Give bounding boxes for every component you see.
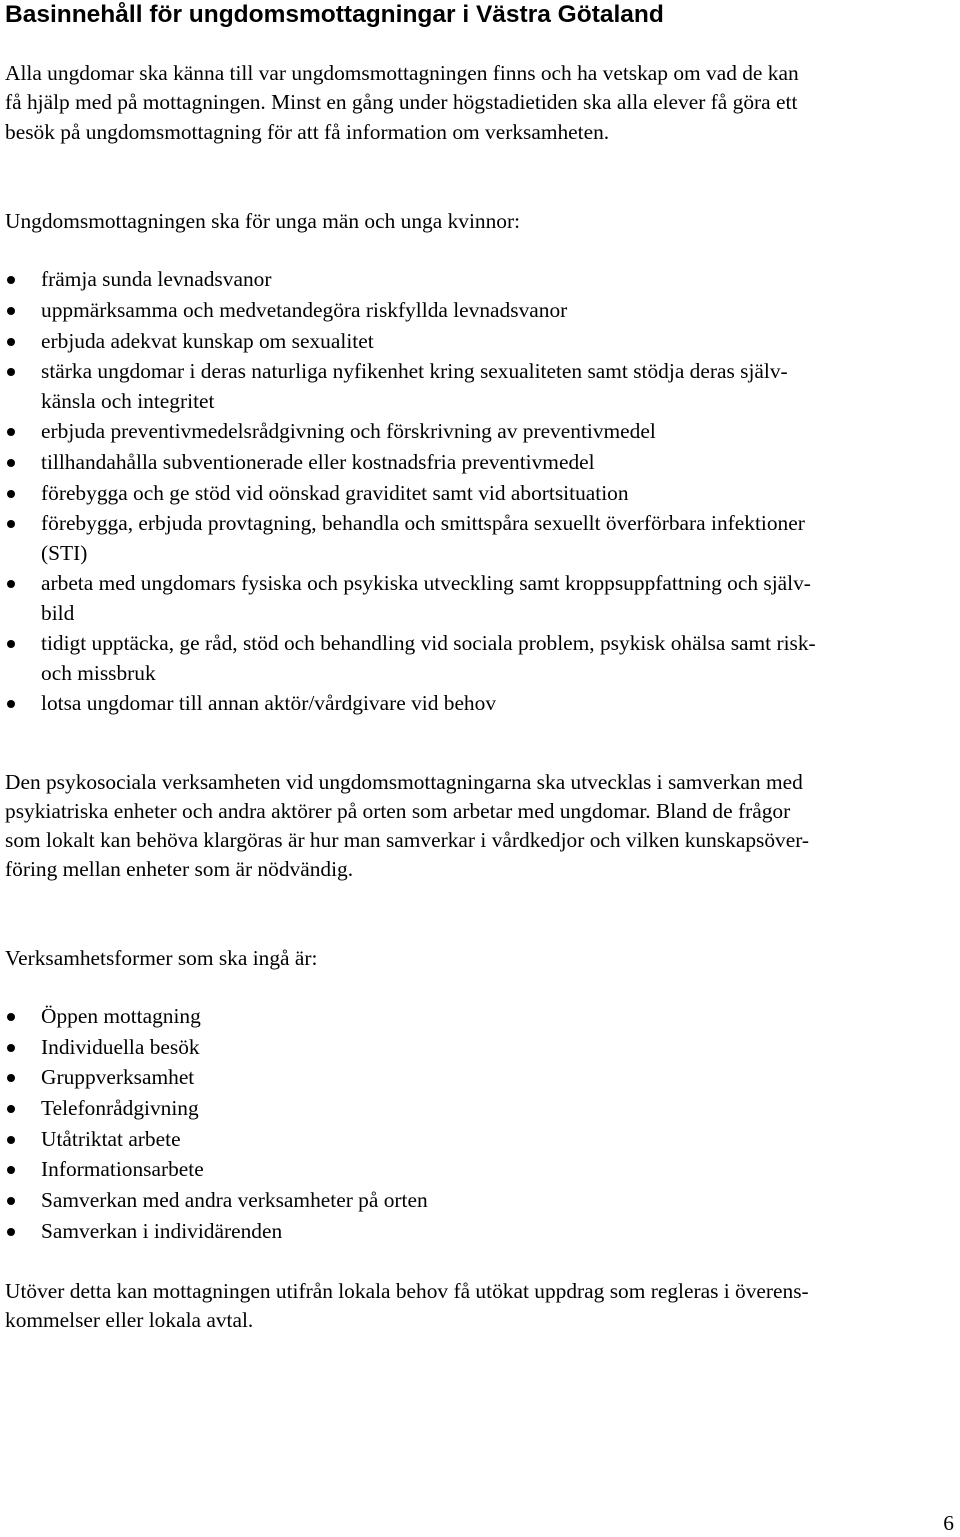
list-item: Öppen mottagning [5, 1002, 953, 1031]
list-item: Gruppverksamhet [5, 1063, 953, 1092]
intro-line: Alla ungdomar ska känna till var ungdomsmottagningen finns och ha vetskap om vad de kan [5, 61, 799, 85]
bullet-icon [7, 1044, 15, 1052]
list-item: Samverkan med andra verksamheter på orten [5, 1186, 953, 1215]
bullet-icon [7, 1013, 15, 1021]
bullet-icon [7, 1074, 15, 1082]
forms-lead: Verksamhetsformer som ska ingå är: [5, 945, 318, 970]
intro-line: besök på ungdomsmottagning för att få information om verksamheten. [5, 119, 610, 144]
bullet-icon [7, 700, 15, 708]
list-item: förebygga och ge stöd vid oönskad graviditet samt vid abortsituation [5, 479, 953, 508]
list-item: förebygga, erbjuda provtagning, behandla och smittspåra sexuellt överförbara infektioner (STI) [5, 509, 953, 568]
list-item: arbeta med ungdomars fysiska och psykiska utveckling samt kroppsuppfattning och själv- bild [5, 569, 953, 628]
list-item: stärka ungdomar i deras naturliga nyfikenhet kring sexualiteten samt stödja deras själv- känsla och integritet [5, 357, 953, 416]
bullet-icon [7, 640, 15, 648]
bullet-icon [7, 276, 15, 284]
list-item: Individuella besök [5, 1033, 953, 1062]
bullet-icon [7, 1105, 15, 1113]
list-item: tidigt upptäcka, ge råd, stöd och behandling vid sociala problem, psykisk ohälsa samt risk- och missbruk [5, 629, 953, 688]
list-item: Utåtriktat arbete [5, 1125, 953, 1154]
list-item: erbjuda preventivmedelsrådgivning och förskrivning av preventivmedel [5, 417, 953, 446]
bullet-icon [7, 580, 15, 588]
bullet-icon [7, 307, 15, 315]
list-item: Telefonrådgivning [5, 1094, 953, 1123]
psychosocial-paragraph: Den psykosociala verksamheten vid ungdomsmottagningarna ska utvecklas i samverkan med psykiatriska enheter och andra aktörer på orten som arbetar med ungdomar. Bland de frågor som lokalt kan behöva klargöras är hur man samverkar i vårdkedjor och vilken kunskapsöver- föring mellan enheter som är nödvändig. [5, 769, 810, 882]
list-item: Informationsarbete [5, 1155, 953, 1184]
tasks-list [5, 265, 953, 718]
bullet-icon [7, 1228, 15, 1236]
intro-line: få hjälp med på mottagningen. Minst en gång under högstadietiden ska alla elever få göra ett [5, 90, 798, 115]
list-item: erbjuda adekvat kunskap om sexualitet [5, 327, 953, 356]
bullet-icon [7, 520, 15, 528]
document-page [5, 0, 953, 1336]
page-number: 6 [943, 1511, 954, 1535]
bullet-icon [7, 459, 15, 467]
tasks-lead: Ungdomsmottagningen ska för unga män och unga kvinnor: [5, 208, 521, 233]
bullet-icon [7, 338, 15, 346]
list-item: lotsa ungdomar till annan aktör/vårdgivare vid behov [5, 689, 953, 718]
forms-list [5, 1002, 953, 1246]
bullet-icon [7, 1166, 15, 1174]
list-item: främja sunda levnadsvanor [5, 265, 953, 294]
bullet-icon [7, 1197, 15, 1205]
bullet-icon [7, 368, 15, 376]
list-item: uppmärksamma och medvetandegöra riskfyllda levnadsvanor [5, 296, 953, 325]
bullet-icon [7, 490, 15, 498]
bullet-icon [7, 428, 15, 436]
list-item: Samverkan i individärenden [5, 1217, 953, 1246]
page-title: Basinnehåll för ungdomsmottagningar i Västra Götaland [5, 1, 664, 28]
list-item: tillhandahålla subventionerade eller kostnadsfria preventivmedel [5, 448, 953, 477]
intro-paragraph [5, 59, 953, 147]
bullet-icon [7, 1136, 15, 1144]
closing-paragraph: Utöver detta kan mottagningen utifrån lokala behov få utökat uppdrag som regleras i överens- kommelser eller lokala avtal. [5, 1279, 809, 1333]
